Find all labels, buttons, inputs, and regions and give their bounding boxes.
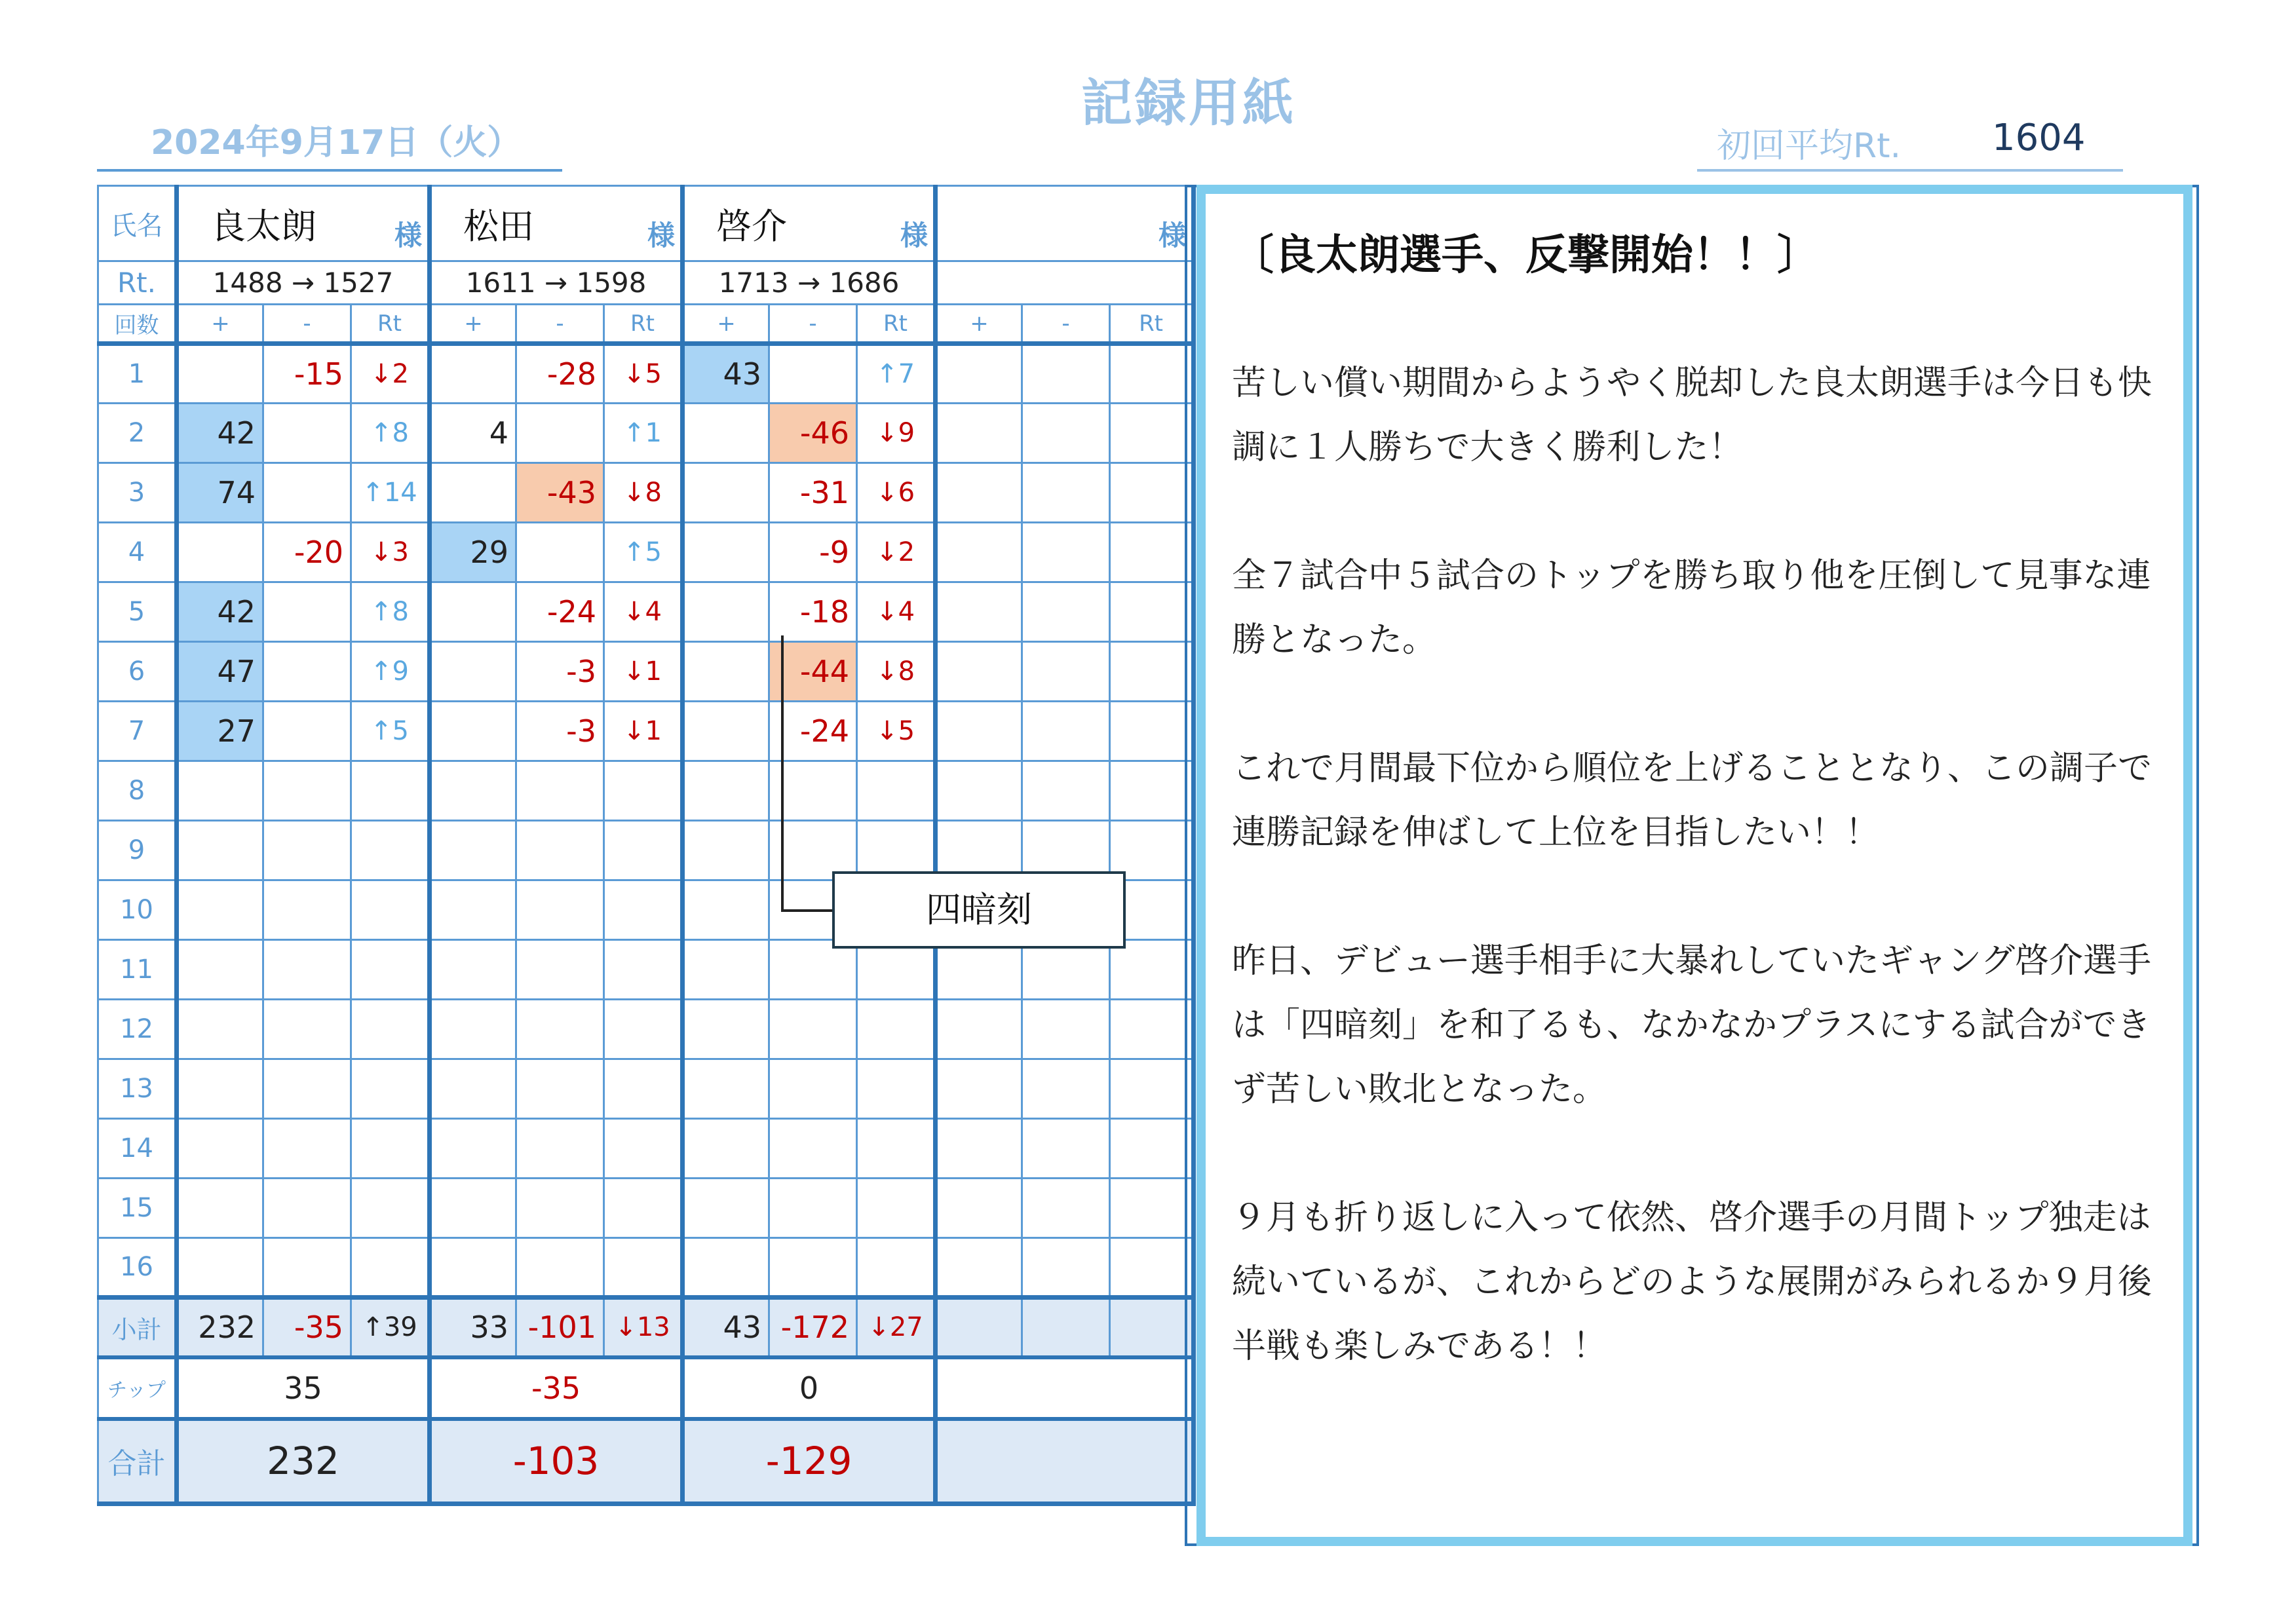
plus-cell [430, 702, 516, 761]
table-row [98, 523, 1194, 582]
minus-header: - [516, 305, 604, 344]
plus-cell [430, 761, 516, 821]
comment-paragraph: 全７試合中５試合のトップを勝ち取り他を圧倒して見事な連勝となった。 [1232, 556, 2151, 660]
rt-change-cell: ↓8 [604, 463, 683, 523]
round-label: 回数 [98, 305, 177, 344]
minus-cell [263, 404, 351, 463]
total-label: 合計 [98, 1419, 177, 1504]
total-value: -129 [683, 1419, 936, 1504]
plus-cell [430, 463, 516, 523]
plus-cell [683, 1059, 769, 1119]
plus-cell [177, 344, 263, 404]
rt-change-cell: ↓5 [857, 702, 936, 761]
player-rt: 1488 → 1527 [177, 261, 430, 305]
rt-change-cell: ↓3 [351, 523, 430, 582]
chip-row [98, 1357, 1194, 1419]
rt-change-cell [604, 1179, 683, 1238]
rt-header: Rt [604, 305, 683, 344]
plus-cell [683, 702, 769, 761]
minus-cell [516, 761, 604, 821]
chip-value: -35 [430, 1357, 683, 1419]
rt-change-cell [857, 761, 936, 821]
player-rt: 1611 → 1598 [430, 261, 683, 305]
minus-cell: -31 [769, 463, 857, 523]
plus-cell: 47 [177, 642, 263, 702]
subtotal-rt [1110, 1298, 1194, 1357]
minus-cell: -18 [769, 582, 857, 642]
player-name: 良太朗 [210, 206, 316, 247]
rt-header: Rt [1110, 305, 1194, 344]
minus-cell [516, 1059, 604, 1119]
plus-cell [177, 940, 263, 1000]
subtotal-plus [936, 1298, 1022, 1357]
plus-cell [683, 642, 769, 702]
minus-cell [769, 1000, 857, 1059]
plus-cell [936, 523, 1022, 582]
total-value: 232 [177, 1419, 430, 1504]
rt-change-cell [857, 1059, 936, 1119]
plus-cell [177, 1000, 263, 1059]
table-row [98, 761, 1194, 821]
rt-change-cell [351, 761, 430, 821]
round-number: 16 [98, 1238, 177, 1298]
plus-cell [683, 1119, 769, 1179]
honorific: 様 [900, 219, 928, 252]
round-number: 14 [98, 1119, 177, 1179]
minus-cell [1022, 463, 1110, 523]
player-rt [936, 261, 1194, 305]
round-number: 4 [98, 523, 177, 582]
subtotal-minus: -35 [263, 1298, 351, 1357]
minus-cell [516, 1119, 604, 1179]
plus-cell [683, 1000, 769, 1059]
round-number: 13 [98, 1059, 177, 1119]
rt-change-cell: ↑9 [351, 642, 430, 702]
table-row [98, 1000, 1194, 1059]
minus-cell [263, 1238, 351, 1298]
rt-change-cell [1110, 582, 1194, 642]
rt-change-cell [604, 1059, 683, 1119]
rt-change-cell: ↓8 [857, 642, 936, 702]
plus-cell [936, 463, 1022, 523]
plus-cell: 4 [430, 404, 516, 463]
plus-cell [936, 404, 1022, 463]
rt-change-cell: ↓1 [604, 702, 683, 761]
rt-change-cell: ↑5 [351, 702, 430, 761]
minus-cell: -46 [769, 404, 857, 463]
player-name: 松田 [463, 206, 535, 247]
minus-cell [263, 1119, 351, 1179]
round-number: 3 [98, 463, 177, 523]
minus-cell [263, 821, 351, 880]
total-value: -103 [430, 1419, 683, 1504]
minus-cell [263, 1179, 351, 1238]
plus-cell: 42 [177, 404, 263, 463]
plus-cell [430, 940, 516, 1000]
minus-cell [769, 1059, 857, 1119]
round-number: 12 [98, 1000, 177, 1059]
minus-cell [1022, 1000, 1110, 1059]
plus-cell [430, 582, 516, 642]
player-name-cell [936, 186, 1194, 261]
plus-cell [683, 761, 769, 821]
rt-change-cell [1110, 463, 1194, 523]
round-number: 6 [98, 642, 177, 702]
rt-change-cell [351, 1179, 430, 1238]
table-row [98, 1119, 1194, 1179]
plus-cell: 43 [683, 344, 769, 404]
minus-cell [263, 582, 351, 642]
plus-cell [430, 1179, 516, 1238]
rt-change-cell [857, 1119, 936, 1179]
rt-change-cell: ↑5 [604, 523, 683, 582]
plus-cell [936, 1000, 1022, 1059]
plus-cell [430, 1238, 516, 1298]
player-name: 啓介 [716, 206, 788, 247]
total-row [98, 1419, 1194, 1504]
table-row [98, 582, 1194, 642]
page-title: 記録用紙 [1081, 74, 1297, 133]
minus-cell [263, 761, 351, 821]
plus-cell [683, 940, 769, 1000]
rt-change-cell [604, 1119, 683, 1179]
plus-cell [936, 1059, 1022, 1119]
minus-cell [1022, 761, 1110, 821]
plus-cell [177, 821, 263, 880]
rt-change-cell [857, 1000, 936, 1059]
rt-change-cell [351, 1238, 430, 1298]
initial-avg-rt-value: 1604 [1992, 117, 2086, 159]
plus-header: + [683, 305, 769, 344]
annotation-leader-horizontal [781, 909, 833, 912]
record-date: 2024年9月17日（火） [151, 123, 522, 162]
comment-paragraph: これで月間最下位から順位を上げることとなり、この調子で連勝記録を伸ばして上位を目指したい！！ [1232, 749, 2152, 852]
rt-label: Rt. [98, 261, 177, 305]
minus-cell: -28 [516, 344, 604, 404]
subtotal-plus: 43 [683, 1298, 769, 1357]
minus-cell: -24 [769, 702, 857, 761]
comment-title: 〔良太朗選手、反撃開始！！〕 [1232, 231, 1819, 280]
rt-change-cell [1110, 702, 1194, 761]
rt-change-cell: ↓5 [604, 344, 683, 404]
rt-change-cell [1110, 523, 1194, 582]
rt-change-cell [604, 1238, 683, 1298]
rt-change-cell: ↓2 [857, 523, 936, 582]
table-row [98, 940, 1194, 1000]
honorific: 様 [647, 219, 676, 252]
chip-value [936, 1357, 1194, 1419]
round-number: 11 [98, 940, 177, 1000]
plus-cell [430, 1119, 516, 1179]
round-number: 10 [98, 880, 177, 940]
minus-cell [1022, 642, 1110, 702]
subtotal-minus [1022, 1298, 1110, 1357]
total-value [936, 1419, 1194, 1504]
rt-change-cell: ↓4 [604, 582, 683, 642]
rt-change-cell: ↑8 [351, 582, 430, 642]
minus-cell: -44 [769, 642, 857, 702]
subtotal-rt: ↓27 [857, 1298, 936, 1357]
minus-cell [1022, 1119, 1110, 1179]
round-number: 2 [98, 404, 177, 463]
plus-header: + [936, 305, 1022, 344]
plus-cell [683, 821, 769, 880]
rt-header: Rt [857, 305, 936, 344]
round-number: 9 [98, 821, 177, 880]
minus-cell [263, 880, 351, 940]
minus-cell: -43 [516, 463, 604, 523]
score-table [97, 185, 1196, 1506]
honorific: 様 [394, 219, 423, 252]
rt-header: Rt [351, 305, 430, 344]
minus-cell [1022, 1179, 1110, 1238]
table-row [98, 642, 1194, 702]
rt-change-cell [1110, 761, 1194, 821]
round-number: 8 [98, 761, 177, 821]
plus-cell [936, 940, 1022, 1000]
subtotal-row [98, 1298, 1194, 1357]
subtotal-rt: ↓13 [604, 1298, 683, 1357]
round-number: 5 [98, 582, 177, 642]
plus-cell [936, 761, 1022, 821]
rt-change-cell [857, 1179, 936, 1238]
minus-cell [1022, 523, 1110, 582]
plus-cell [683, 1179, 769, 1238]
rt-change-cell [857, 940, 936, 1000]
minus-header: - [1022, 305, 1110, 344]
chip-value: 0 [683, 1357, 936, 1419]
minus-cell [263, 702, 351, 761]
minus-cell [769, 344, 857, 404]
plus-cell [177, 1179, 263, 1238]
player-name-cell [430, 186, 683, 261]
minus-cell: -24 [516, 582, 604, 642]
plus-cell [177, 523, 263, 582]
plus-cell: 27 [177, 702, 263, 761]
plus-cell [936, 582, 1022, 642]
minus-cell [263, 940, 351, 1000]
subtotal-plus: 232 [177, 1298, 263, 1357]
minus-cell [516, 404, 604, 463]
minus-cell: -20 [263, 523, 351, 582]
minus-cell [1022, 702, 1110, 761]
rt-change-cell [604, 880, 683, 940]
plus-cell [936, 1238, 1022, 1298]
plus-cell: 29 [430, 523, 516, 582]
rt-change-cell: ↑8 [351, 404, 430, 463]
plus-cell [177, 761, 263, 821]
rt-change-cell [351, 1059, 430, 1119]
plus-cell [430, 1059, 516, 1119]
rt-change-cell: ↑14 [351, 463, 430, 523]
plus-header: + [177, 305, 263, 344]
plus-cell: 42 [177, 582, 263, 642]
table-row [98, 1238, 1194, 1298]
minus-cell [769, 1238, 857, 1298]
plus-cell [430, 642, 516, 702]
comment-paragraph: ９月も折り返しに入って依然、啓介選手の月間トップ独走は続いているが、これからどのような展開がみられるか９月後半戦も楽しみである！！ [1232, 1198, 2152, 1366]
minus-cell: -3 [516, 702, 604, 761]
table-row [98, 702, 1194, 761]
table-row [98, 1059, 1194, 1119]
plus-cell [177, 1119, 263, 1179]
rt-change-cell [351, 940, 430, 1000]
table-row [98, 463, 1194, 523]
minus-cell [1022, 940, 1110, 1000]
minus-cell [516, 523, 604, 582]
minus-cell [516, 1179, 604, 1238]
minus-cell [1022, 582, 1110, 642]
rt-change-cell [1110, 1000, 1194, 1059]
table-row [98, 404, 1194, 463]
minus-header: - [263, 305, 351, 344]
rt-change-cell [604, 1000, 683, 1059]
subtotal-minus: -101 [516, 1298, 604, 1357]
plus-header: + [430, 305, 516, 344]
subtotal-rt: ↑39 [351, 1298, 430, 1357]
rt-change-cell [351, 1119, 430, 1179]
plus-cell [683, 582, 769, 642]
comment-paragraph: 昨日、デビュー選手相手に大暴れしていたギャング啓介選手は「四暗刻」を和了るも、なかなかプラスにする試合ができず苦しい敗北となった。 [1232, 941, 2151, 1109]
plus-cell [177, 1059, 263, 1119]
plus-cell [936, 642, 1022, 702]
rt-change-cell: ↓4 [857, 582, 936, 642]
minus-cell [1022, 404, 1110, 463]
rt-row [98, 261, 1194, 305]
subtotal-label: 小計 [98, 1298, 177, 1357]
plus-cell: 74 [177, 463, 263, 523]
rt-change-cell: ↓9 [857, 404, 936, 463]
rt-change-cell [1110, 1119, 1194, 1179]
name-row [98, 186, 1194, 261]
minus-cell [1022, 1059, 1110, 1119]
date-underline [97, 169, 562, 172]
plus-cell [936, 344, 1022, 404]
minus-cell [263, 1000, 351, 1059]
minus-cell [1022, 1238, 1110, 1298]
annotation-box: 四暗刻 [832, 871, 1126, 949]
plus-cell [683, 404, 769, 463]
round-number: 15 [98, 1179, 177, 1238]
annotation-leader-vertical [781, 635, 784, 912]
minus-cell [263, 463, 351, 523]
plus-cell [683, 880, 769, 940]
minus-cell [263, 642, 351, 702]
plus-cell [936, 1179, 1022, 1238]
rt-change-cell [1110, 404, 1194, 463]
comment-paragraph: 苦しい償い期間からようやく脱却した良太朗選手は今日も快調に１人勝ちで大きく勝利した！ [1232, 364, 2152, 467]
plus-cell [430, 344, 516, 404]
name-label: 氏名 [98, 186, 177, 261]
minus-cell: -15 [263, 344, 351, 404]
rt-change-cell [604, 761, 683, 821]
plus-cell [683, 1238, 769, 1298]
plus-cell [430, 880, 516, 940]
plus-cell [430, 821, 516, 880]
rt-change-cell: ↑1 [604, 404, 683, 463]
chip-label: チップ [98, 1357, 177, 1419]
honorific: 様 [1158, 219, 1187, 252]
rt-change-cell [1110, 344, 1194, 404]
rt-change-cell [351, 1000, 430, 1059]
plus-cell [936, 702, 1022, 761]
rt-change-cell [1110, 642, 1194, 702]
subtotal-minus: -172 [769, 1298, 857, 1357]
subtotal-plus: 33 [430, 1298, 516, 1357]
rt-change-cell [604, 821, 683, 880]
rt-change-cell [1110, 1059, 1194, 1119]
rt-change-cell [1110, 940, 1194, 1000]
minus-cell [1022, 344, 1110, 404]
minus-header: - [769, 305, 857, 344]
minus-cell [516, 940, 604, 1000]
rt-change-cell: ↑7 [857, 344, 936, 404]
plus-cell [430, 1000, 516, 1059]
initial-avg-underline [1697, 169, 2123, 172]
minus-cell: -3 [516, 642, 604, 702]
rt-change-cell: ↓1 [604, 642, 683, 702]
plus-cell [936, 1119, 1022, 1179]
comment-body [1232, 351, 2175, 1443]
plus-cell [683, 463, 769, 523]
table-row [98, 344, 1194, 404]
minus-cell: -9 [769, 523, 857, 582]
minus-cell [769, 940, 857, 1000]
rt-change-cell [604, 940, 683, 1000]
rt-change-cell [1110, 1179, 1194, 1238]
rt-change-cell [1110, 1238, 1194, 1298]
minus-cell [769, 1179, 857, 1238]
rt-change-cell [857, 1238, 936, 1298]
minus-cell [516, 1238, 604, 1298]
rt-change-cell: ↓2 [351, 344, 430, 404]
minus-cell [516, 880, 604, 940]
minus-cell [516, 821, 604, 880]
plus-cell [177, 880, 263, 940]
player-name-cell [683, 186, 936, 261]
table-row [98, 1179, 1194, 1238]
minus-cell [516, 1000, 604, 1059]
minus-cell [263, 1059, 351, 1119]
player-name-cell [177, 186, 430, 261]
round-number: 7 [98, 702, 177, 761]
player-rt: 1713 → 1686 [683, 261, 936, 305]
plus-cell [177, 1238, 263, 1298]
round-number: 1 [98, 344, 177, 404]
rt-change-cell: ↓6 [857, 463, 936, 523]
plus-cell [683, 523, 769, 582]
comment-panel [1196, 185, 2192, 1546]
rt-change-cell [351, 821, 430, 880]
rt-change-cell [351, 880, 430, 940]
column-header-row [98, 305, 1194, 344]
chip-value: 35 [177, 1357, 430, 1419]
initial-avg-rt-label: 初回平均Rt. [1717, 126, 1902, 166]
minus-cell [769, 1119, 857, 1179]
